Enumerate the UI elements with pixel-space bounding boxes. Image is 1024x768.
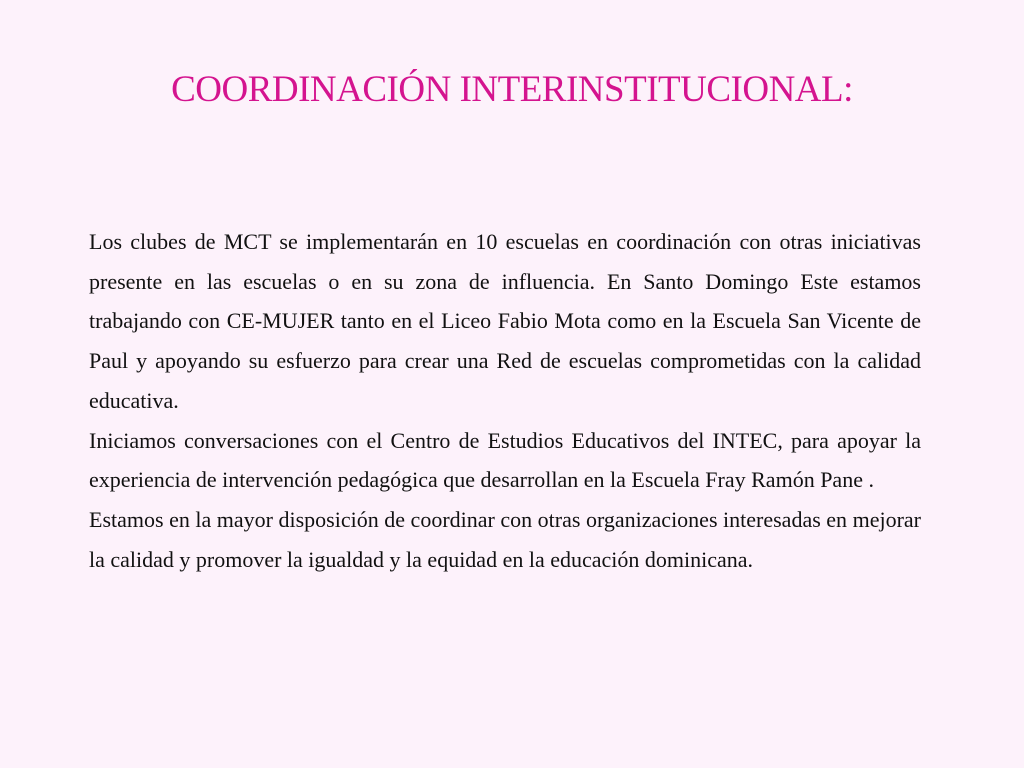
paragraph-3: Estamos en la mayor disposición de coordinar con otras organizaciones interesadas en mejorar la calidad y promover la igualdad y la equidad en la educación dominicana.	[89, 506, 921, 572]
paragraph-1-text: clubes de MCT se implementarán en 10 escuelas en coordinación con otras iniciativas presente en las escuelas o en su zona de influencia. En Santo Domingo Este estamos trabajando con CE-MUJER tanto en el Liceo Fabio Mota como en la Escuela San Vicente de Paul y apoyando su esfuerzo para crear una Red de escuelas comprometidas con la calidad educativa.	[89, 229, 921, 413]
paragraph-1	[89, 222, 921, 421]
paragraph-1-lead-word: Los	[89, 229, 122, 254]
paragraph-2: Iniciamos conversaciones con el Centro de Estudios Educativos del INTEC, para apoyar la experiencia de intervención pedagógica que desarrollan en la Escuela Fray Ramón Pane .	[89, 427, 921, 493]
slide-title: COORDINACIÓN INTERINSTITUCIONAL:	[171, 69, 853, 110]
slide-body	[89, 222, 921, 579]
